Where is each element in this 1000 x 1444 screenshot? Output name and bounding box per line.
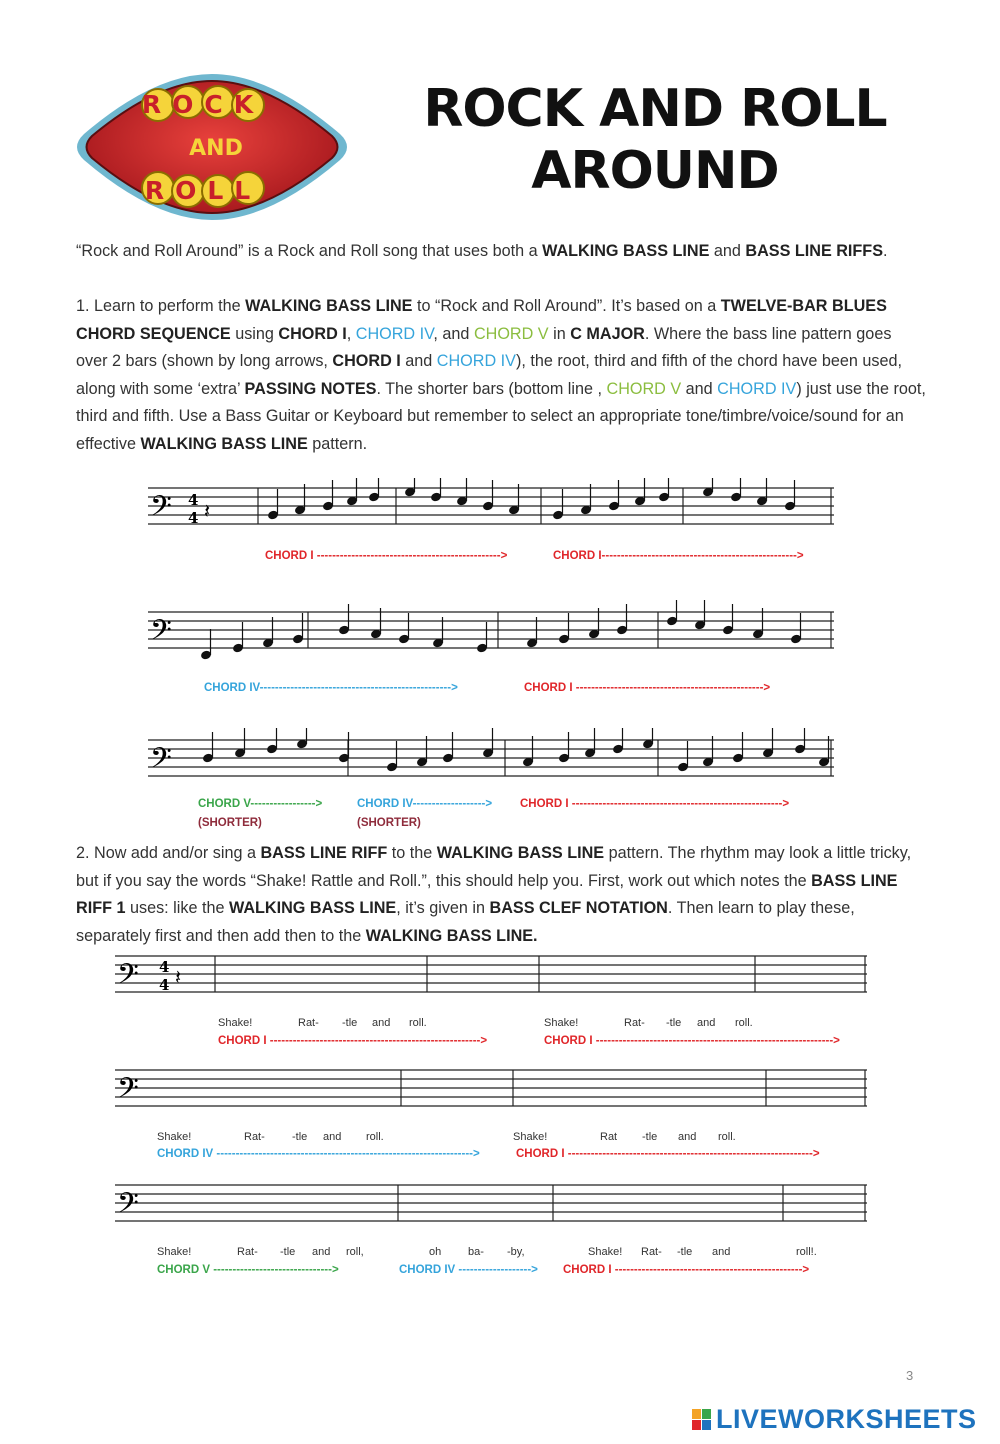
riff2-lyric-1: Shake!	[157, 1131, 192, 1143]
logo-line3: ROLL	[144, 176, 262, 205]
walking-row1-label-1: CHORD I ------------------------------------------------>	[265, 550, 508, 562]
walking-note	[584, 728, 596, 758]
riff-row2-label-2: CHORD I ---------------------------------------------------------------->	[516, 1148, 820, 1160]
walking-note	[722, 604, 734, 635]
walking-note	[732, 732, 744, 763]
walking-note	[476, 622, 488, 653]
walking-note	[616, 604, 628, 635]
walking-note	[200, 629, 212, 660]
walking-note	[694, 600, 706, 630]
walking-note	[262, 617, 274, 648]
walking-note	[790, 613, 802, 644]
walking-note	[292, 613, 304, 644]
walking-note	[612, 728, 624, 754]
riff2-lyric-3: -tle	[292, 1131, 308, 1143]
riff3-lyric-13: roll!.	[796, 1246, 817, 1258]
walking-note	[338, 604, 350, 635]
riff3-lyric-2: Rat-	[237, 1246, 258, 1258]
walking-bass-staff-3	[148, 728, 838, 790]
walking-note	[267, 489, 279, 520]
logo-roll-circles	[142, 172, 264, 207]
logo-line2: AND	[189, 136, 243, 161]
title-line1: ROCK AND ROLL	[423, 79, 887, 139]
walking-row3-label-3: CHORD I ------------------------------------------------------->	[520, 798, 790, 810]
walking-note	[266, 728, 278, 754]
walking-note	[338, 732, 350, 763]
walking-note	[296, 728, 308, 749]
riff2-lyric-10: roll.	[718, 1131, 736, 1143]
walking-note	[482, 480, 494, 511]
walking-note	[558, 732, 570, 763]
bass-clef-icon: 𝄢	[117, 1187, 139, 1227]
walking-note	[202, 732, 214, 763]
riff1-lyric-4: and	[372, 1017, 391, 1029]
rock-and-roll-logo	[70, 72, 355, 222]
svg-text:4: 4	[159, 976, 170, 994]
walking-note	[818, 736, 830, 767]
riff2-lyric-5: roll.	[366, 1131, 384, 1143]
bass-clef-icon: 𝄢	[117, 958, 139, 998]
bass-clef-icon: 𝄢	[150, 614, 172, 654]
walking-note	[398, 613, 410, 644]
walking-note	[658, 478, 670, 502]
brand-name[interactable]: LIVEWORKSHEETS	[716, 1404, 977, 1434]
riff3-lyric-7: ba-	[468, 1246, 484, 1258]
riff2-lyric-2: Rat-	[244, 1131, 265, 1143]
riff-row2-label-1: CHORD IV ------------------------------------------------------------------->	[157, 1148, 480, 1160]
walking-note	[666, 600, 678, 626]
walking-note	[558, 613, 570, 644]
riff1-lyric-8: -tle	[666, 1017, 682, 1029]
riff-row3-label-2: CHORD IV ------------------->	[399, 1264, 538, 1276]
walking-note	[784, 480, 796, 511]
walking-note	[608, 480, 620, 511]
walking-note	[294, 484, 306, 515]
walking-note	[232, 622, 244, 653]
walking-note	[677, 741, 689, 772]
bass-clef-icon: 𝄢	[150, 742, 172, 782]
walking-note	[634, 478, 646, 506]
walking-note	[642, 728, 654, 749]
section2-paragraph: 2. Now add and/or sing a BASS LINE RIFF to the WALKING BASS LINE pattern. The rhythm may look a little tricky, but if you say the words “Shake! Rattle and Roll.”, this should help you. First, work out which notes the BASS LINE RIFF 1 uses: like the WALKING BASS LINE, it’s given in BASS CLEF NOTATION. Then learn to play these, separately first and then add then to the WALKING BASS LINE.	[76, 844, 912, 945]
riff2-lyric-9: and	[678, 1131, 697, 1143]
riff3-lyric-4: and	[312, 1246, 331, 1258]
riff1-lyric-6: Shake!	[544, 1017, 579, 1029]
svg-text:4: 4	[188, 509, 199, 527]
riff-row1-label-2: CHORD I -------------------------------------------------------------->	[544, 1035, 840, 1047]
walking-note	[482, 728, 494, 758]
walking-note	[430, 478, 442, 502]
riff-row3-label-1: CHORD V ------------------------------->	[157, 1264, 339, 1276]
walking-note	[752, 608, 764, 639]
walking-row3-label-1: CHORD V----------------->	[198, 798, 323, 810]
riff1-lyric-1: Shake!	[218, 1017, 253, 1029]
riff3-lyric-1: Shake!	[157, 1246, 192, 1258]
intro-paragraph: “Rock and Roll Around” is a Rock and Roll song that uses both a WALKING BASS LINE and BASS LINE RIFFS.	[76, 242, 888, 260]
riff1-lyric-5: roll.	[409, 1017, 427, 1029]
riff3-lyric-6: oh	[429, 1246, 442, 1258]
page-number: 3	[906, 1368, 914, 1383]
riff1-lyric-3: -tle	[342, 1017, 358, 1029]
walking-note	[368, 478, 380, 502]
quarter-rest-icon: 𝄽	[204, 499, 211, 523]
walking-note	[346, 478, 358, 506]
riff3-lyric-12: and	[712, 1246, 731, 1258]
logo-rock-circles	[142, 86, 264, 121]
logo-line1: ROCK	[141, 90, 265, 119]
walking-note	[456, 478, 468, 506]
walking-note	[508, 484, 520, 515]
riff2-lyric-8: -tle	[642, 1131, 658, 1143]
walking-note	[526, 617, 538, 648]
walking-note	[580, 484, 592, 515]
riff3-lyric-11: -tle	[677, 1246, 693, 1258]
walking-note	[386, 741, 398, 772]
shorter-note-2: (SHORTER)	[357, 817, 421, 829]
section1-paragraph: 1. Learn to perform the WALKING BASS LINE to “Rock and Roll Around”. It’s based on a TWELVE-BAR BLUES CHORD SEQUENCE using CHORD I, CHORD IV, and CHORD V in C MAJOR. Where the bass line pattern goes over 2 bars (shown by long arrows, CHORD I and CHORD IV), the root, third and fifth of the chord have been used, along with some ‘extra’ PASSING NOTES. The shorter bars (bottom line , CHORD V and CHORD IV) just use the root, third and fifth. Use a Bass Guitar or Keyboard but remember to select an appropriate tone/timbre/voice/sound for an effective WALKING BASS LINE pattern.	[76, 297, 926, 453]
liveworksheets-logo-icon	[692, 1409, 712, 1431]
svg-text:4: 4	[188, 491, 199, 509]
walking-note	[234, 728, 246, 758]
riff3-lyric-8: -by,	[507, 1246, 525, 1258]
walking-note	[416, 736, 428, 767]
walking-row2-label-1: CHORD IV-------------------------------------------------->	[204, 682, 458, 694]
title-line2: AROUND	[531, 141, 779, 201]
walking-note	[762, 728, 774, 758]
walking-note	[756, 478, 768, 506]
walking-note	[702, 736, 714, 767]
riff-staff-1	[115, 950, 875, 1010]
walking-note	[730, 478, 742, 502]
walking-note	[442, 732, 454, 763]
riff-staff-2	[115, 1066, 875, 1126]
riff-row1-label-1: CHORD I ------------------------------------------------------->	[218, 1035, 488, 1047]
walking-note	[432, 617, 444, 648]
riff3-lyric-3: -tle	[280, 1246, 296, 1258]
walking-row2-label-2: CHORD I ------------------------------------------------->	[524, 682, 771, 694]
page-title	[420, 78, 890, 202]
riff-row3-label-3: CHORD I ------------------------------------------------->	[563, 1264, 810, 1276]
riff3-lyric-10: Rat-	[641, 1246, 662, 1258]
riff1-lyric-2: Rat-	[298, 1017, 319, 1029]
riff2-lyric-6: Shake!	[513, 1131, 548, 1143]
riff-staff-3	[115, 1180, 875, 1240]
walking-row1-label-2: CHORD I--------------------------------------------------->	[553, 550, 804, 562]
shorter-note-1: (SHORTER)	[198, 817, 262, 829]
walking-note	[370, 608, 382, 639]
walking-bass-staff-2	[148, 600, 838, 670]
riff1-lyric-9: and	[697, 1017, 716, 1029]
walking-note	[588, 608, 600, 639]
riff1-lyric-7: Rat-	[624, 1017, 645, 1029]
riff1-lyric-10: roll.	[735, 1017, 753, 1029]
quarter-rest-icon: 𝄽	[175, 965, 182, 989]
walking-note	[552, 489, 564, 520]
bass-clef-icon: 𝄢	[150, 490, 172, 530]
riff2-lyric-7: Rat	[600, 1131, 618, 1143]
walking-note	[522, 736, 534, 767]
walking-bass-staff-1	[148, 478, 838, 540]
walking-note	[322, 480, 334, 511]
walking-row3-label-2: CHORD IV------------------->	[357, 798, 493, 810]
svg-text:4: 4	[159, 958, 170, 976]
riff2-lyric-4: and	[323, 1131, 342, 1143]
bass-clef-icon: 𝄢	[117, 1072, 139, 1112]
riff3-lyric-5: roll,	[346, 1246, 364, 1258]
riff3-lyric-9: Shake!	[588, 1246, 623, 1258]
walking-note	[794, 728, 806, 754]
